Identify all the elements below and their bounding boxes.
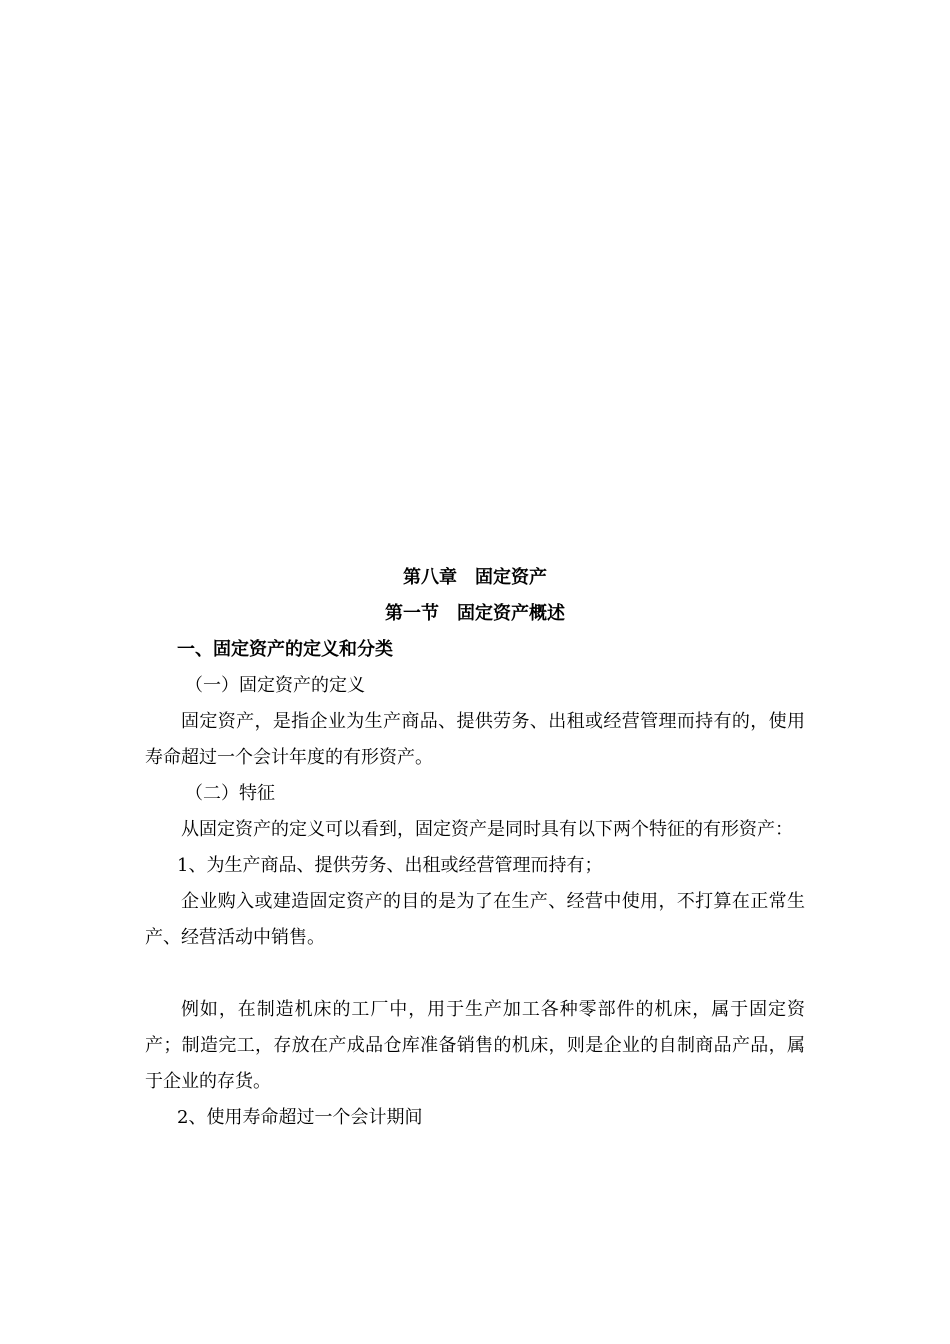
paragraph-features-intro: 从固定资产的定义可以看到，固定资产是同时具有以下两个特征的有形资产： — [181, 819, 793, 840]
chapter-title: 第八章 固定资产 — [403, 567, 547, 588]
paragraph-purpose: 企业购入或建造固定资产的目的是为了在生产、经营中使用，不打算在正常生产、经营活动中销售。 — [145, 891, 805, 948]
paragraph-definition: 固定资产，是指企业为生产商品、提供劳务、出租或经营管理而持有的，使用寿命超过一个会计年度的有形资产。 — [145, 711, 805, 768]
feature-item-1: 1、为生产商品、提供劳务、出租或经营管理而持有； — [177, 855, 603, 876]
paragraph-gap — [145, 956, 805, 992]
document-body — [145, 560, 805, 1136]
feature-item-2: 2、使用寿命超过一个会计期间 — [177, 1107, 423, 1128]
subheading-definition: （一）固定资产的定义 — [185, 675, 365, 696]
paragraph-example: 例如，在制造机床的工厂中，用于生产加工各种零部件的机床，属于固定资产；制造完工，存放在产成品仓库准备销售的机床，则是企业的自制商品产品，属于企业的存货。 — [145, 999, 805, 1092]
subheading-features: （二）特征 — [185, 783, 275, 804]
heading-definition-classification: 一、固定资产的定义和分类 — [177, 639, 393, 660]
section-title: 第一节 固定资产概述 — [385, 603, 565, 624]
